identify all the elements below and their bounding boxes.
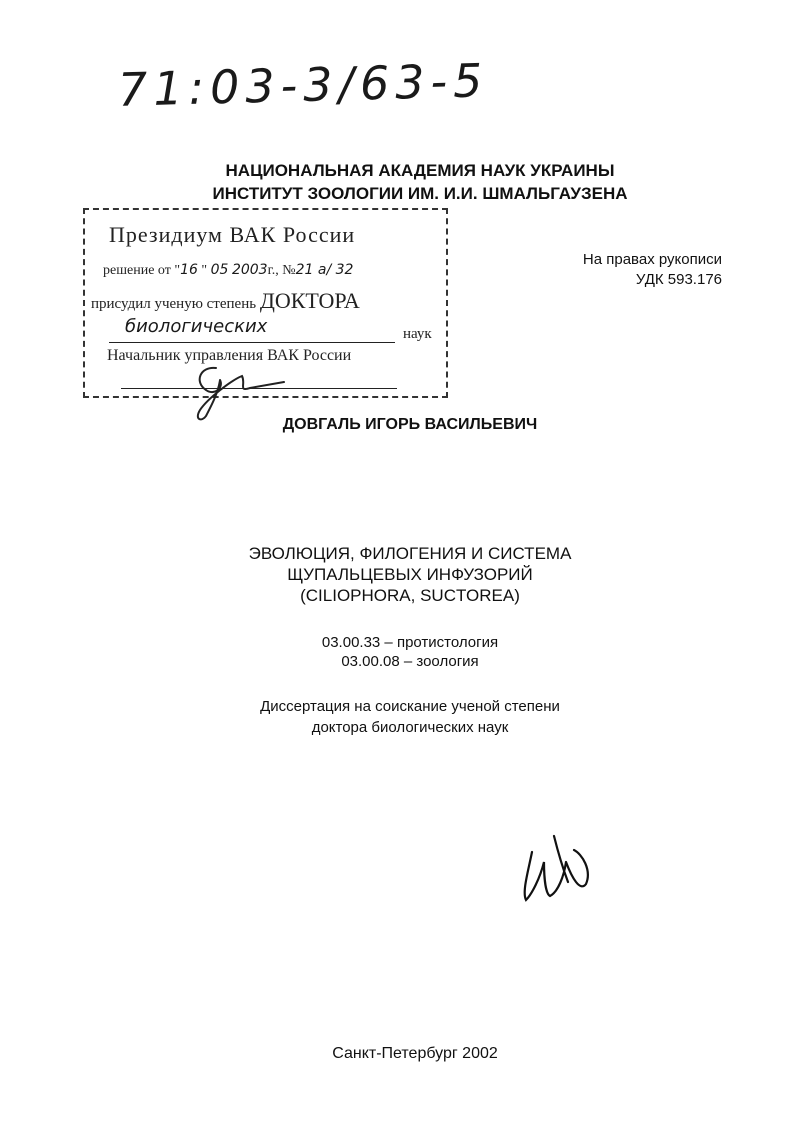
decision-number: 21 а/ 32: [295, 262, 354, 278]
decision-year: 2003: [231, 262, 268, 278]
award-label: присудил ученую степень: [91, 296, 257, 312]
decision-month: 05: [210, 262, 229, 278]
specialty-codes: [210, 633, 610, 671]
degree-label: ДОКТОРА: [259, 288, 360, 313]
field-handwritten: биологических: [125, 316, 268, 337]
stamp-award: [91, 288, 360, 314]
manuscript-block: [583, 250, 722, 290]
author-signature: [510, 822, 610, 922]
degree-line-1: Диссертация на соискание ученой степени: [260, 698, 560, 715]
specialty-1: 03.00.33 – протистология: [321, 634, 499, 651]
dissertation-title: [160, 543, 660, 606]
author-signature-stroke: [525, 836, 588, 900]
sciences-label: наук: [403, 326, 432, 342]
archive-number: 71:03-3/63-5: [117, 53, 489, 117]
stamp-title: Президиум ВАК России: [109, 222, 356, 247]
decision-suffix: г., №: [267, 263, 296, 278]
stamp-decision: [103, 262, 353, 279]
degree-line-2: доктора биологических наук: [311, 719, 509, 736]
decision-mid: ": [197, 263, 211, 278]
stamp-signature: [180, 360, 300, 424]
decision-day: 16: [180, 262, 198, 278]
title-line-1: ЭВОЛЮЦИЯ, ФИЛОГЕНИЯ И СИСТЕМА: [248, 544, 572, 563]
degree-statement: [160, 696, 660, 738]
udc-code: УДК 593.176: [635, 271, 722, 288]
decision-prefix: решение от ": [103, 263, 181, 278]
stamp-signature-stroke: [198, 368, 284, 420]
specialty-2: 03.00.08 – зоология: [341, 653, 479, 670]
title-line-3: (CILIOPHORA, SUCTOREA): [300, 586, 520, 605]
institute-name: ИНСТИТУТ ЗООЛОГИИ ИМ. И.И. ШМАЛЬГАУЗЕНА: [212, 184, 628, 203]
title-line-2: ЩУПАЛЬЦЕВЫХ ИНФУЗОРИЙ: [287, 565, 533, 584]
field-underline: [109, 342, 395, 343]
academy-name: НАЦИОНАЛЬНАЯ АКАДЕМИЯ НАУК УКРАИНЫ: [225, 161, 615, 180]
author-name: ДОВГАЛЬ ИГОРЬ ВАСИЛЬЕВИЧ: [282, 416, 538, 433]
stamp-head-title: Начальник управления ВАК России: [107, 347, 352, 364]
manuscript-rights: На правах рукописи: [582, 251, 722, 268]
place-and-year: Санкт-Петербург 2002: [332, 1045, 498, 1062]
